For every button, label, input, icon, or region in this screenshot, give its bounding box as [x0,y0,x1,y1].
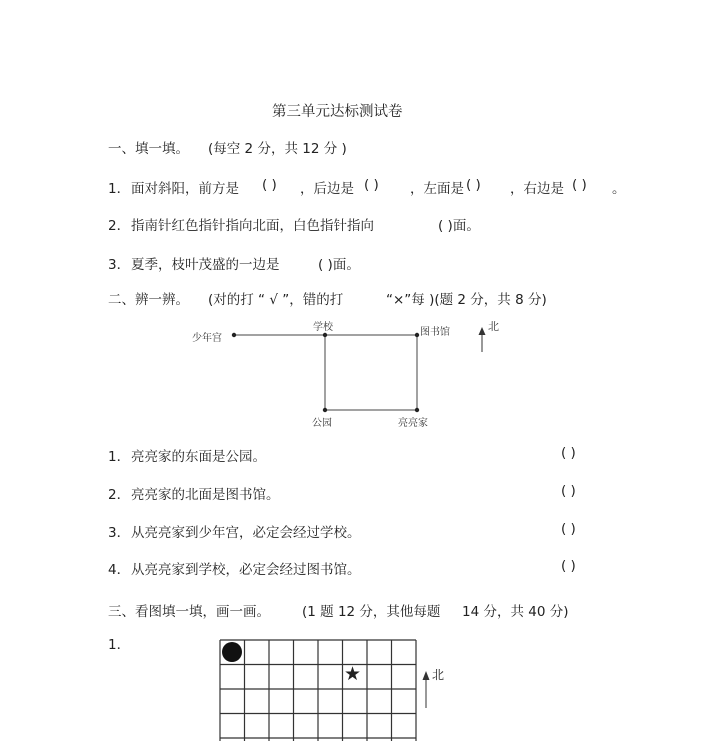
section2-score-note-b: “×”每 )(题 2 分，共 8 分) [386,292,547,308]
s2-item3-number: 3． [108,525,131,541]
s2-item1-answer: ( ) [561,445,576,461]
grid-figure [220,640,416,741]
grid-north-arrow-icon [423,671,430,680]
s2-item2-number: 2． [108,487,131,503]
s3-q1-number: 1． [108,637,131,653]
s2-item4-text: 从亮亮家到学校，必定会经过图书馆。 [131,562,361,578]
section1-score-note: (每空 2 分，共 12 分 ) [208,141,347,157]
s1-q2-number: 2． [108,218,131,234]
s1-q1-text-4: ，右边是 [510,181,564,197]
grid-north-label: 北 [432,668,445,682]
map-label-gongyuan: 公园 [312,418,332,429]
s1-q1-text-1: 面对斜阳，前方是 [131,181,239,197]
map-north-arrow-icon [479,327,486,335]
s2-item4-number: 4． [108,562,131,578]
section1-heading: 一、填一填。 [108,141,189,157]
map-dot-tushuguan [415,333,419,337]
section2-score-note-a: (对的打 “ √ ”，错的打 [208,292,344,308]
s2-item2-text: 亮亮家的北面是图书馆。 [131,487,280,503]
page-title: 第三单元达标测试卷 [272,104,403,120]
map-label-tushuguan: 图书馆 [420,327,450,338]
s2-item1-number: 1． [108,449,131,465]
s1-q1-text-2: ，后边是 [300,181,354,197]
s1-q1-number: 1． [108,181,131,197]
s2-item2-answer: ( ) [561,483,576,499]
map-dot-shaoniangong [232,333,236,337]
s1-q1-text-3: ，左面是 [410,181,464,197]
s1-q1-blank-4: ( ) [572,177,587,193]
s2-item4-answer: ( ) [561,558,576,574]
map-dot-xuexiao [323,333,327,337]
s1-q3-text: 夏季，枝叶茂盛的一边是 [131,257,280,273]
map-label-xuexiao: 学校 [313,322,333,333]
section2-heading: 二、辨一辨。 [108,292,189,308]
s1-q2-text: 指南针红色指针指向北面，白色指针指向 [131,218,374,234]
s1-q1-end: 。 [612,181,626,197]
s1-q1-blank-3: ( ) [466,177,481,193]
grid-black-circle [222,642,242,662]
s2-item3-answer: ( ) [561,521,576,537]
map-label-shaoniangong: 少年宫 [192,333,222,344]
section3-score-note-a: (1 题 12 分，其他每题 [302,604,441,620]
section3-score-note-b: 14 分，共 40 分) [462,604,569,620]
s2-item1-text: 亮亮家的东面是公园。 [131,449,266,465]
map-north-label: 北 [488,320,499,333]
s1-q3-blank: ( )面。 [318,257,360,273]
map-dot-liangliangjia [415,408,419,412]
s1-q3-number: 3． [108,257,131,273]
map-dot-gongyuan [323,408,327,412]
map-label-liangliangjia: 亮亮家 [398,418,428,429]
s1-q2-blank: ( )面。 [438,218,480,234]
s1-q1-blank-2: ( ) [364,177,379,193]
s2-item3-text: 从亮亮家到少年宫，必定会经过学校。 [131,525,361,541]
section3-heading: 三、看图填一填，画一画。 [108,604,270,620]
s1-q1-blank-1: ( ) [262,177,277,193]
grid-star-icon: ★ [344,663,362,685]
